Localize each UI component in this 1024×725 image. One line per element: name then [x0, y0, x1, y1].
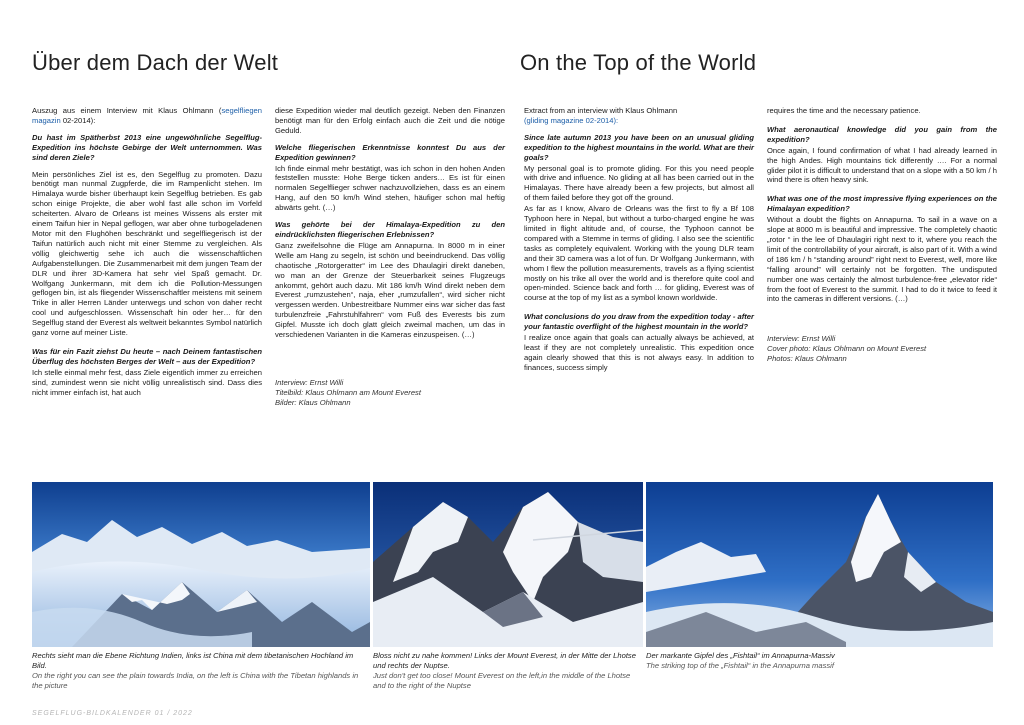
german-answer-2-continued: diese Expedition wieder mal deutlich gezeigt. Neben den Finanzen benötigt man für den Erfolg einfach auch die Zeit und die nötige Geduld. — [275, 106, 505, 135]
german-answer-3: Ich finde einmal mehr bestätigt, was ich schon in den hohen Anden feststellen musste: Hohe Berge ticken anders… Es ist für einen normalen Segelflieger schwer nachzuvollziehen, dass es an einem Hang, auf den 50 km/h Wind stehen, häufiger schon mal heftig abwärts geht. (…) — [275, 163, 505, 213]
photo-fishtail-peak-image — [646, 482, 993, 647]
english-question-3: What aeronautical knowledge did you gain from the expedition? — [767, 124, 997, 144]
photo-himalaya-panorama — [32, 482, 370, 647]
german-intro-suffix: 02-2014): — [60, 115, 96, 125]
english-credit-cover: Cover photo: Klaus Ohlmann on Mount Everest — [767, 344, 927, 354]
caption-photo-1-german: Rechts sieht man die Ebene Richtung Indien, links ist China mit dem tibetanischen Hochland im Bild. — [32, 651, 354, 670]
german-question-4: Was gehörte bei der Himalaya-Expedition zu den eindrücklichsten fliegerischen Erlebnissen? — [275, 220, 505, 239]
english-column-1 — [524, 106, 754, 380]
english-question-4: What was one of the most impressive flying experiences on the Himalayan expedition? — [767, 194, 997, 214]
german-answer-4: Ganz zweifelsohne die Flüge am Annapurna. In 8000 m in einer Welle am Hang zu segeln, ist schön und beeindruckend. Das völlig chaotische „Rotorgeratter“ im Lee des Dhaulagiri direkt daneben, wo man an der Grenze der Steuerbarkeit seines Flugzeugs ankommt, gehört auch dazu. Mit 186 km/h Wind direkt neben dem Everest „rumzustehen“, naja, eher „rumzufallen“, wird sicher nicht vergessen werden. Unbestreitbare Nummer eins war sicher das fast turbulenzfreie „Fahrstuhlfahren“ vom Fuß des Everests bis zum Gipfel. Musste ich doch glatt gleich zweimal machen, um das in verschiedenen Varianten in die Kameras einzuspeisen. (…) — [275, 240, 505, 340]
german-credit-photos: Bilder: Klaus Ohlmann — [275, 397, 351, 407]
caption-photo-3-english: The striking top of the „Fishtail“ in the Annapurna massif — [646, 660, 834, 670]
german-question-1: Du hast im Spätherbst 2013 eine ungewöhnliche Segelflug-Expedition ins höchste Gebirge der Welt unternommen. Was sind deren Ziele? — [32, 132, 262, 162]
english-credit-interview: Interview: Ernst Willi — [767, 334, 836, 344]
page-title-german: Über dem Dach der Welt — [32, 49, 279, 75]
photo-everest-closeup — [373, 482, 643, 647]
english-answer-3: Once again, I found confirmation of what I had already learned in the high Andes. High mountains tick differently …. For a normal glider pilot it is difficult to understand that on a slope with a 50 km / h wind there is often heavy sink. — [767, 145, 997, 185]
page-title-english: On the Top of the World — [520, 49, 757, 75]
english-answer-4: Without a doubt the flights on Annapurna. To sail in a wave on a slope at 8000 m is beautiful and impressive. The completely chaotic „rotor “ in the lee of Dhaulagiri right next to it, where you reach the limit of the controllability of your aircraft, is also part of it. With a wind of 186 km / h “standing around” right next to Everest, well, more like “falling around” will certainly not be forgotten. The undisputed number one was certainly the almost turbulence-free „elevator ride“ from the foot of Everest to the summit. I had to do it twice to feed it into the cameras in different versions. (…) — [767, 215, 998, 304]
caption-photo-3 — [646, 651, 993, 671]
english-column-2 — [767, 106, 997, 364]
photo-fishtail-peak — [646, 482, 993, 647]
caption-photo-1 — [32, 651, 370, 690]
german-question-2: Was für ein Fazit ziehst Du heute – nach Deinem fantastischen Überflug des höchsten Berges der Welt – aus der Expedition? — [32, 346, 262, 366]
english-answer-1b: As far as I know, Alvaro de Orleans was the first to fly a Bf 108 Typhoon here in Nepal, but without a turbo-charged engine he was limited in flight altitude and, of course, the Typhoon cannot be compared with a Stemme in terms of gliding. I also see the scientific tasks as completely equivalent. Working with the young DLR team and their 3D camera was a lot of fun. Dr Wolfgang Junkermann, with whom I flew the pollution measurements, travels as a flying scientist mostly on his trike all over the world and is therefore quite cool and open-minded. Science back and forth … for gliding, Everest was of course at the top of my list as a symbol known worldwide. — [524, 204, 754, 303]
german-intro-prefix: Auszug aus einem Interview mit Klaus Ohlmann ( — [32, 106, 222, 115]
caption-photo-2-english: Just don't get too close! Mount Everest on the left,in the middle of the Lhotse and to the right of the Nuptse — [373, 670, 631, 690]
english-magazine-link[interactable]: (gliding magazine 02-2014): — [524, 115, 619, 125]
photo-himalaya-panorama-image — [32, 482, 370, 647]
german-column-2 — [275, 106, 505, 408]
german-intro — [32, 106, 262, 126]
english-credit-photos: Photos: Klaus Ohlmann — [767, 354, 847, 364]
german-answer-2: Ich stelle einmal mehr fest, dass Ziele eigentlich immer zu erreichen sind, zumindest wenn sie nicht völlig unrealistisch sind. Dass dies nicht immer einfach ist, hat auch — [32, 367, 262, 397]
english-question-2: What conclusions do you draw from the expedition today - after your fantastic overflight of the highest mountain in the world? — [524, 312, 754, 332]
german-question-3: Welche fliegerischen Erkenntnisse konntest Du aus der Expedition gewinnen? — [275, 142, 505, 162]
english-answer-2-continued: requires the time and the necessary patience. — [767, 106, 921, 115]
photo-everest-closeup-image — [373, 482, 643, 647]
german-answer-1: Mein persönliches Ziel ist es, den Segelflug zu promoten. Dazu benötigt man nunmal Zugpferde, die im Rampenlicht stehen. Im Himalaya wurde bisher überhaupt kein Segelflug betrieben. Es gab schon einige Projekte, die aber wohl fast alle schon im Vorfeld scheiterten. Alvaro de Orleans ist meines Wissens als erster mit einem Taifun hier in Nepal geflogen, war aber ohne turbogeladenen Motor mit den Flughöhen beschränkt und segelfliegerisch ist der Taifun natürlich auch nicht mit einer Stemme zu vergleichen. Als völlig gleichwertig sehe ich auch die wissenschaftlichen Aufgabenstellungen. Die Zusammenarbeit mit dem jungen Team der DLR und ihrer 3D-Kamera hat sehr viel Spaß gemacht. Dr. Wolfgang Junkermann, mit dem ich die Pollution-Messungen geflogen bin, ist als fliegender Wissenschaftler meistens mit seinem Trike in aller Herren Länder unterwegs und schon von daher recht cool und aufgeschlossen. Wissenschaft hin oder her… für den Segelflug stand der Everest als weltweit bekanntes Symbol natürlich ganz vorne auf meiner Liste. — [32, 169, 262, 338]
caption-photo-2 — [373, 651, 643, 690]
german-magazine-link[interactable]: segelfliegen magazin — [32, 106, 262, 125]
english-answer-2: I realize once again that goals can actually always be achieved, at least if they are not completely unrealistic. This expedition once again clearly showed that this is not always easy. In addition to finances, success simply — [524, 333, 754, 372]
english-intro-text: Extract from an interview with Klaus Ohlmann — [524, 106, 678, 115]
caption-photo-3-german: Der markante Gipfel des „Fishtail“ im Annapurna-Massiv — [646, 651, 835, 660]
german-credit-interview: Interview: Ernst Willi — [275, 377, 344, 387]
german-credit-cover: Titelbild: Klaus Ohlmann am Mount Everest — [275, 387, 421, 397]
caption-photo-1-english: On the right you can see the plain towards India, on the left is China with the Tibetan highlands in the picture — [32, 670, 359, 690]
caption-photo-2-german: Bloss nicht zu nahe kommen! Links der Mount Everest, in der Mitte der Lhotse und rechts der Nuptse. — [373, 651, 636, 670]
english-question-1: Since late autumn 2013 you have been on an unusual gliding expedition to the highest mountains in the world. What are their goals? — [524, 132, 754, 162]
page-footer: SEGELFLUG-BILDKALENDER 01 / 2022 — [32, 710, 193, 717]
english-intro — [524, 106, 754, 126]
german-column-1 — [32, 106, 262, 404]
english-answer-1: My personal goal is to promote gliding. For this you need people with drive and influence. No gliding at all has been carried out in the Himalayas. There have already been a few projects, but almost all of them failed before they got off the ground. — [524, 163, 754, 203]
